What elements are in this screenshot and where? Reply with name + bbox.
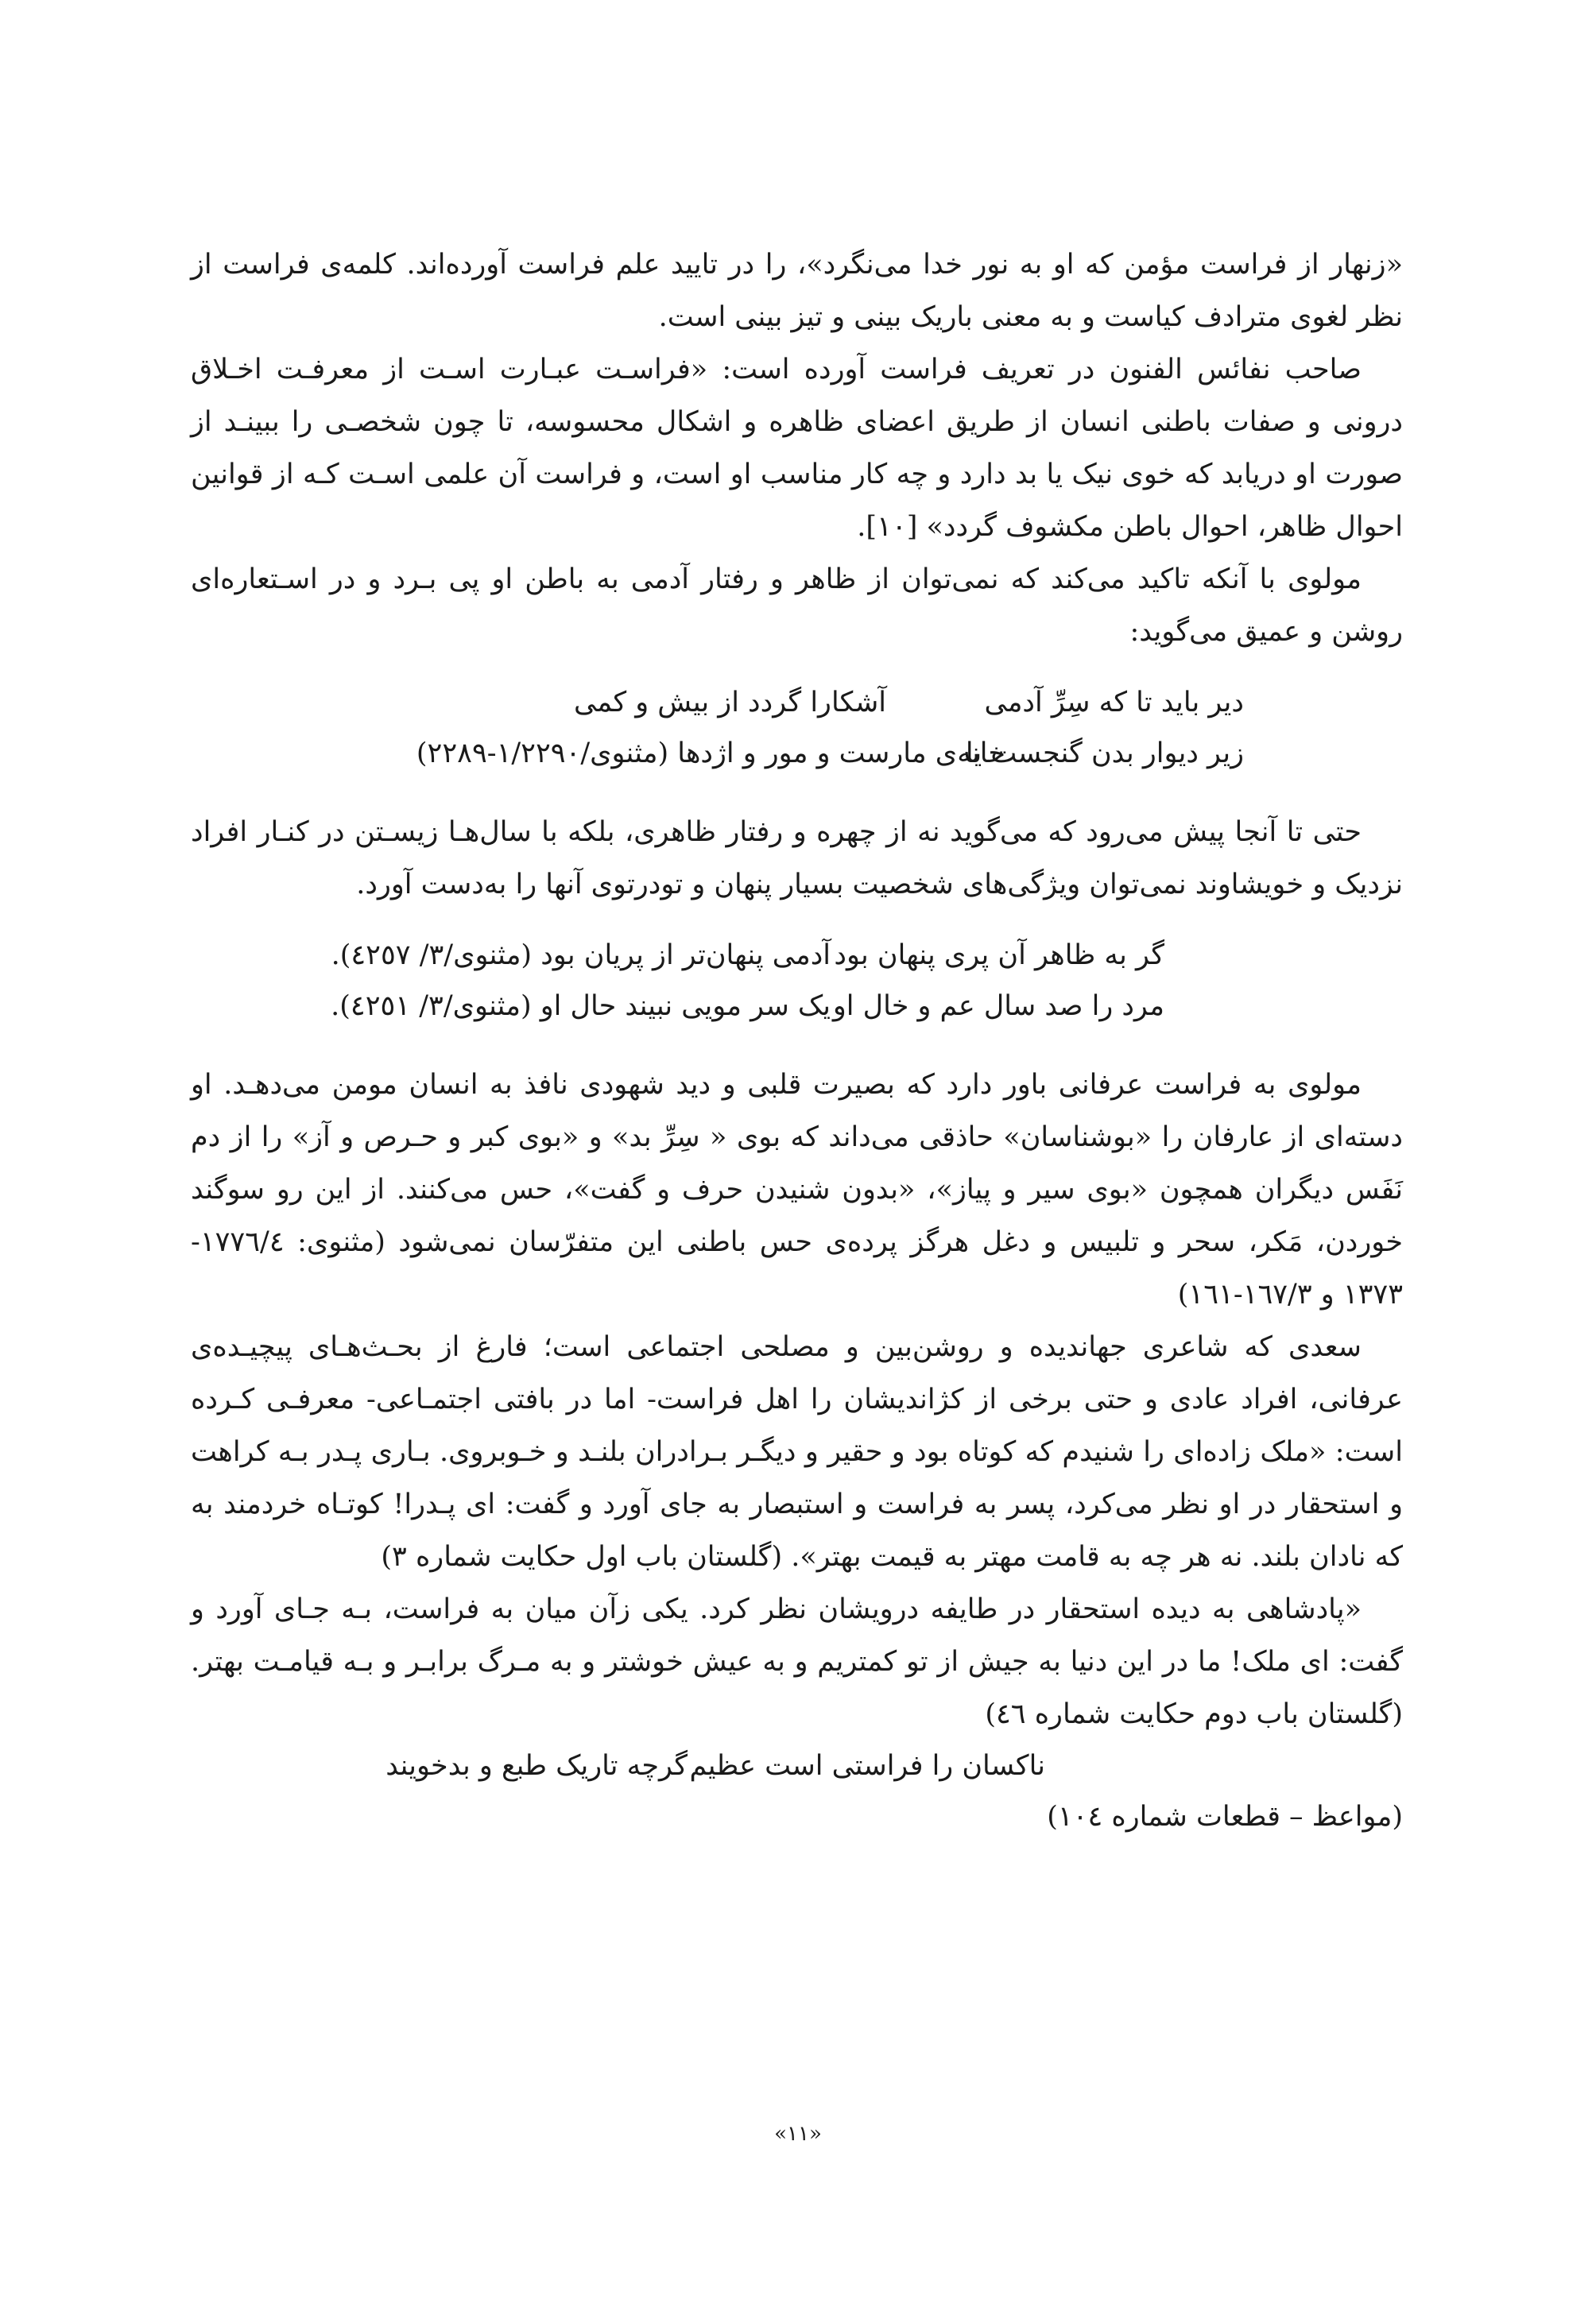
paragraph-3: مولوی با آنکه تاکید می‌کند که نمی‌توان از ظاهر و رفتار آدمی به باطن او پی بـرد و در اسـتعاره‌ای روشن و عمیق می‌گوید: xyxy=(191,563,1403,648)
hemistich: یک سر مویی نبیند حال او (مثنوی/۳/ ٤۲٥۱). xyxy=(331,990,831,1022)
hemistich: زیر دیوار بدن گنجست یا xyxy=(965,738,1244,769)
verse-block-2 xyxy=(191,930,1403,1032)
verse-line xyxy=(191,728,1244,779)
hemistich: خانه‌ی مارست و مور و اژدها (مثنوی/۱/۲۲۹۰-۲۲۸۹) xyxy=(416,738,1005,769)
page-body xyxy=(191,238,1403,1842)
paragraph-6: سعدی که شاعری جهاندیده و روشن‌بین و مصلحی اجتماعی است؛ فارغ از بحـث‌هـای پیچیـده‌ی عرفانی، افراد عادی و حتی برخی از کژاندیشان را اهل فراست- اما در بافتی اجتمـاعی- معرفـی کـرده است: «ملک زاده‌ای را شنیدم که کوتاه بود و حقیر و دیگـر بـرادران بلنـد و خـوبروی. بـاری پـدر بـه کراهت و استحقار در او نظر می‌کرد، پسر به فراست و استبصار به جای آورد و گفت: ای پـدرا! کوتـاه خردمند به که نادان بلند. نه هر چه به قامت مهتر به قیمت بهتر». (گلستان باب اول حکایت شماره ۳) xyxy=(191,1331,1403,1573)
hemistich: گرچه تاریک طبع و بدخویند xyxy=(385,1750,688,1782)
paragraph-7: «پادشاهی به دیده استحقار در طایفه درویشان نظر کرد. یکی زآن میان به فراست، بـه جـای آورد و گفت: ای ملک! ما در این دنیا به جیش از تو کمتریم و به عیش خوشتر و به مـرگ برابـر و بـه قیامـت بهتر. (گلستان باب دوم حکایت شماره ٤٦) xyxy=(191,1593,1403,1730)
paragraph-5: مولوی به فراست عرفانی باور دارد که بصیرت قلبی و دید شهودی نافذ به انسان مومن می‌دهـد. او دسته‌ای از عارفان را «بوشناسان» حاذقی می‌داند که بوی « سِرِّ بد» و «بوی کبر و حـرص و آز» را از دم نَفَس دیگران همچون «بوی سیر و پیاز»، «بدون شنیدن حرف و گفت»، حس می‌کنند. از این رو سوگند خوردن، مَکر، سحر و تلبیس و دغل هرگز پرده‌ی حس باطنی این متفرّسان نمی‌شود (مثنوی: ۱۷۷٦/٤- ۱۳۷۳ و ۱٦۷/۳-۱٦۱) xyxy=(191,1069,1403,1311)
verse-block-3 xyxy=(191,1740,1403,1791)
hemistich: آشکارا گردد از بیش و کمی xyxy=(574,687,886,718)
verse-line xyxy=(191,677,1244,728)
hemistich: آدمی پنهان‌تر از پریان بود (مثنوی/۳/ ٤۲٥۷). xyxy=(331,939,831,971)
paragraph-4: حتی تا آنجا پیش می‌رود که می‌گوید نه از چهره و رفتار ظاهری، بلکه با سال‌هـا زیسـتن در کنـار افراد نزدیک و خویشاوند نمی‌توان ویژگی‌های شخصیت بسیار پنهان و تودرتوی آنها را به‌دست آورد. xyxy=(191,816,1403,900)
verse-reference: (مواعظ – قطعات شماره ۱۰٤) xyxy=(1047,1801,1403,1833)
hemistich: دیر باید تا که سِرِّ آدمی xyxy=(984,687,1244,718)
hemistich: ناکسان را فراستی است عظیم xyxy=(689,1750,1045,1782)
verse-line xyxy=(191,981,1164,1032)
page-number: «۱۱» xyxy=(774,2122,822,2146)
paragraph-1: «زنهار از فراست مؤمن که او به نور خدا می‌نگرد»، را در تایید علم فراست آورده‌اند. کلمه‌ی فراست از نظر لغوی مترادف کیاست و به معنی باریک بینی و تیز بینی است. xyxy=(191,249,1403,333)
hemistich: مرد را صد سال عم و خال او xyxy=(832,990,1164,1022)
verse-line xyxy=(191,930,1164,981)
paragraph-2: صاحب نفائس الفنون در تعریف فراست آورده است: «فراسـت عبـارت اسـت از معرفـت اخـلاق درونی و صفات باطنی انسان از طریق اعضای ظاهره و اشکال محسوسه، تا چون شخصـی را ببینـد از صورت او دریابد که خوی نیک یا بد دارد و چه کار مناسب او است، و فراست آن علمی اسـت کـه از قوانین احوال ظاهر، احوال باطن مکشوف گردد» [۱۰]. xyxy=(191,354,1403,543)
verse-block-1 xyxy=(191,677,1403,779)
hemistich: گر به ظاهر آن پری پنهان بود xyxy=(834,939,1164,971)
verse-line xyxy=(191,1740,1045,1791)
